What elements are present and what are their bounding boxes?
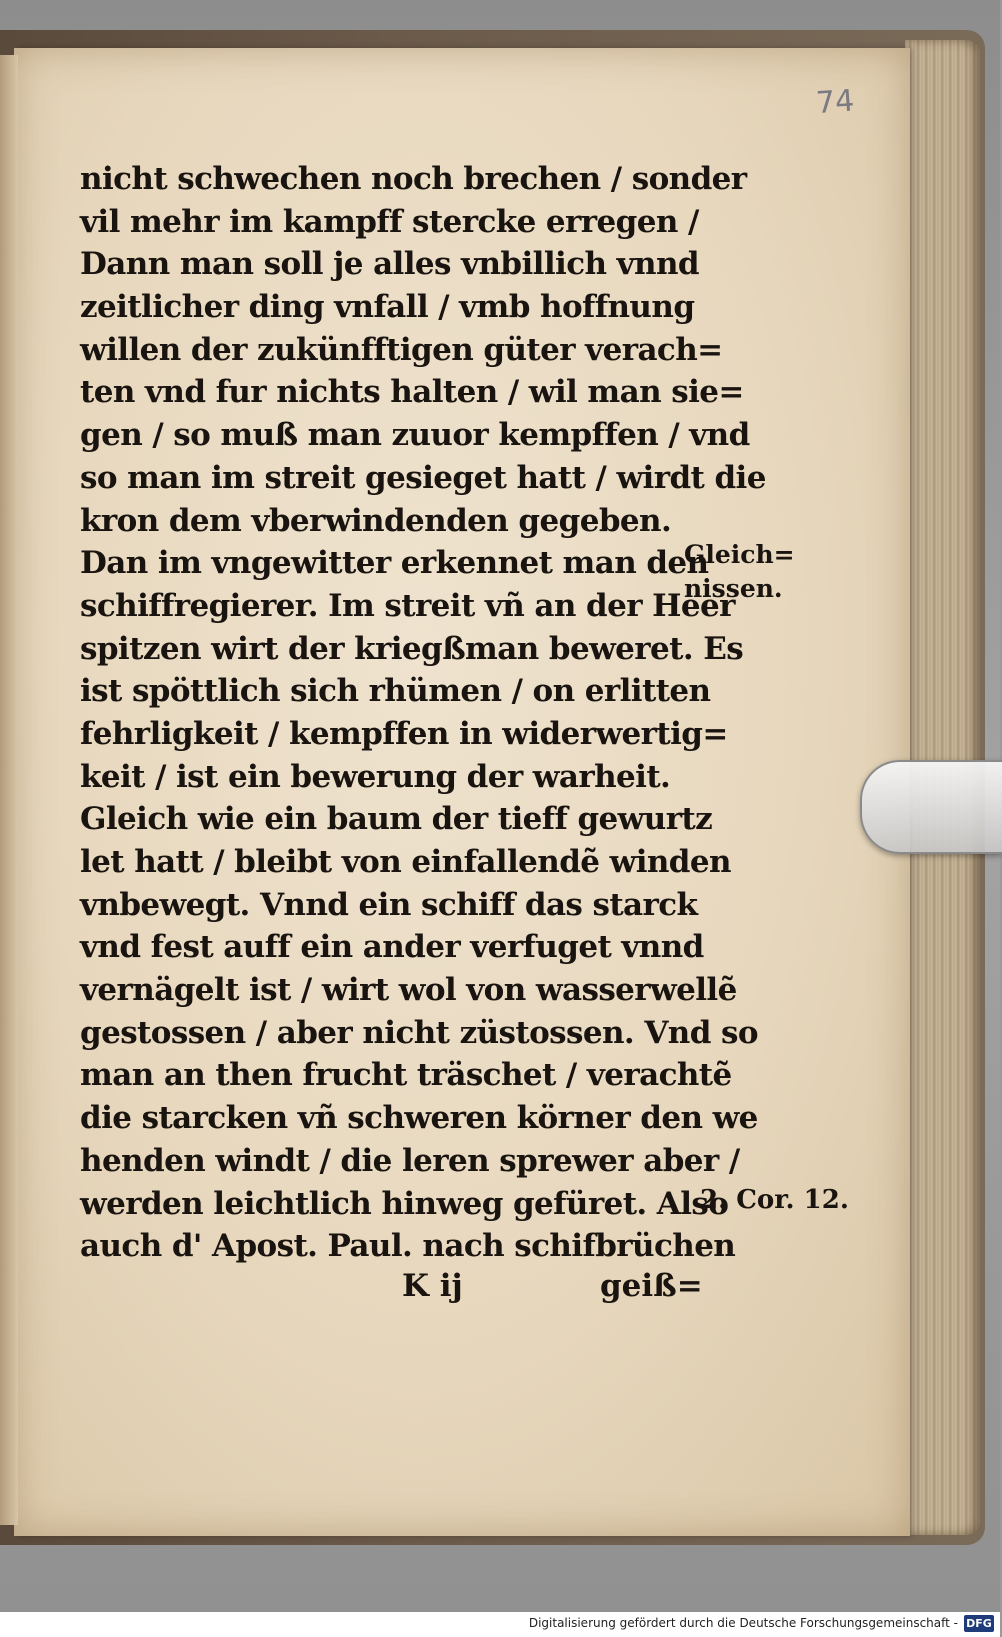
dfg-logo-icon: DFG bbox=[964, 1615, 994, 1632]
margin-note-line: nissen. bbox=[684, 574, 783, 603]
text-line: werden leichtlich hinweg gefüret. Also bbox=[80, 1185, 729, 1222]
text-line: man an then frucht träschet / verachtẽ bbox=[80, 1057, 732, 1094]
text-line: gestossen / aber nicht züstossen. Vnd so bbox=[80, 1014, 758, 1051]
signature-mark: K ij bbox=[402, 1268, 463, 1304]
margin-note-citation: 2. Cor. 12. bbox=[700, 1185, 849, 1215]
margin-note-gleichnissen bbox=[684, 538, 795, 606]
spine-gutter bbox=[0, 55, 18, 1525]
text-line: vil mehr im kampff stercke erregen / bbox=[80, 203, 699, 240]
footer-bar bbox=[0, 1612, 1000, 1637]
text-line: vnbewegt. Vnnd ein schiff das starck bbox=[80, 886, 698, 923]
text-line: kron dem vberwindenden gegeben. bbox=[80, 502, 672, 539]
text-line: nicht schwechen noch brechen / sonder bbox=[80, 161, 747, 197]
text-line: willen der zukünfftigen güter verach= bbox=[80, 331, 723, 368]
margin-note-line: Gleich= bbox=[684, 540, 795, 569]
text-line: Dan im vngewitter erkennet man den bbox=[80, 545, 709, 582]
folio-number: 74 bbox=[814, 83, 856, 122]
text-line: so man im streit gesieget hatt / wirdt die bbox=[80, 459, 766, 496]
text-line: keit / ist ein bewerung der warheit. bbox=[80, 758, 671, 795]
catchword: geiß= bbox=[600, 1268, 703, 1304]
text-line: fehrligkeit / kempffen in widerwertig= bbox=[80, 715, 728, 752]
text-line: henden windt / die leren sprewer aber / bbox=[80, 1142, 740, 1179]
page-holder-clip bbox=[860, 760, 1002, 854]
text-line: ist spöttlich sich rhümen / on erlitten bbox=[80, 673, 711, 710]
text-line: ten vnd fur nichts halten / wil man sie= bbox=[80, 374, 744, 411]
text-line: schiffregierer. Im streit vñ an der Heer bbox=[80, 587, 735, 624]
catch-line bbox=[80, 1268, 703, 1312]
text-line: let hatt / bleibt von einfallendẽ winden bbox=[80, 844, 731, 880]
text-line: die starcken vñ schweren körner den we bbox=[80, 1100, 758, 1137]
text-line: gen / so muß man zuuor kempffen / vnd bbox=[80, 417, 750, 454]
text-line: zeitlicher ding vnfall / vmb hoffnung bbox=[80, 289, 695, 326]
footer-credit: Digitalisierung gefördert durch die Deutsche Forschungsgemeinschaft - bbox=[528, 1616, 958, 1630]
text-line: vnd fest auff ein ander verfuget vnnd bbox=[80, 929, 704, 966]
text-line: Dann man soll je alles vnbillich vnnd bbox=[80, 246, 699, 283]
text-line: vernägelt ist / wirt wol von wasserwellẽ bbox=[80, 972, 737, 1009]
text-line: spitzen wirt der kriegßman beweret. Es bbox=[80, 630, 744, 667]
text-line: auch d' Apost. Paul. nach schifbrüchen bbox=[80, 1228, 736, 1265]
text-line: Gleich wie ein baum der tieff gewurtz bbox=[80, 801, 713, 838]
